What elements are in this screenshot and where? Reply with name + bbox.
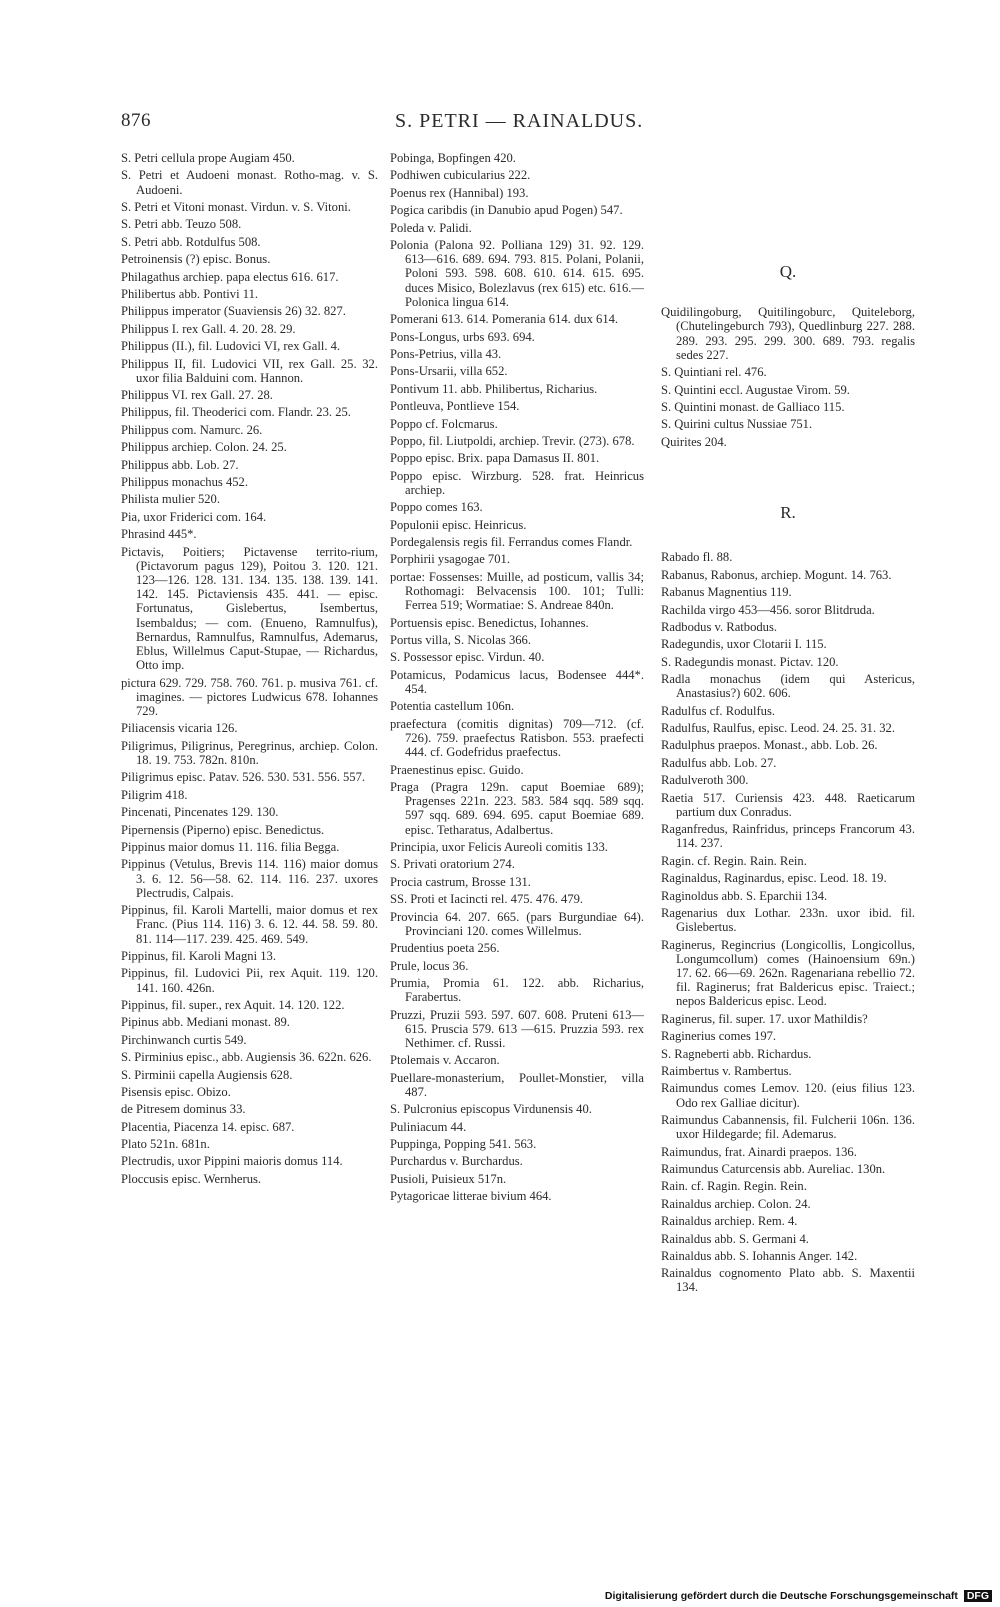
index-entry: praefectura (comitis dignitas) 709—712. (cf. 726). 759. praefectus Ratisbon. 553. praefecti 444. cf. Godefridus praefectus. (390, 716, 644, 760)
index-entry: Philippus (II.), fil. Ludovici VI, rex Gall. 4. (121, 339, 341, 354)
index-entry: Pons-Petrius, villa 43. (390, 346, 502, 361)
index-entry: Pons-Ursarii, villa 652. (390, 364, 508, 379)
index-entry: S. Quintini monast. de Galliaco 115. (661, 399, 845, 414)
index-entry: Poppo, fil. Liutpoldi, archiep. Trevir. (273). 678. (390, 433, 635, 448)
index-entry: Raimundus, frat. Ainardi praepos. 136. (661, 1144, 857, 1159)
index-entry: Portuensis episc. Benedictus, Iohannes. (390, 615, 589, 630)
index-entry: Piligrim 418. (121, 787, 188, 802)
footer-text: Digitalisierung gefördert durch die Deutsche Forschungsgemeinschaft (604, 1590, 958, 1602)
index-entry: SS. Proti et Iacincti rel. 475. 476. 479. (390, 892, 584, 907)
footer-funding-note (605, 1590, 992, 1602)
index-entry: Poleda v. Palidi. (390, 220, 472, 235)
index-entry: Ploccusis episc. Wernherus. (121, 1171, 262, 1186)
index-entry: Radegundis, uxor Clotarii I. 115. (661, 637, 827, 652)
index-entry: Radulfus cf. Rodulfus. (661, 703, 776, 718)
index-entry: Raimundus Cabannensis, fil. Fulcherii 106n. 136. uxor Hildegarde; fil. Ademarus. (661, 1112, 915, 1142)
index-entry: S. Petri cellula prope Augiam 450. (121, 151, 295, 165)
index-entry: Prudentius poeta 256. (390, 941, 500, 956)
index-entry: Pontleuva, Pontlieve 154. (390, 399, 520, 414)
index-entry: Raganfredus, Rainfridus, princeps Francorum 43. 114. 237. (661, 822, 915, 851)
index-entry: Rabanus Magnentius 119. (661, 585, 792, 600)
index-entry: Pippinus, fil. Karoli Martelli, maior domus et rex Franc. (Pius 114. 116) 3. 6. 12. 44. 58. 59. 80. 81. 114—117. 239. 425. 469. 549. (121, 903, 378, 946)
index-entry: Radbodus v. Ratbodus. (661, 619, 778, 634)
index-entry: Rain. cf. Ragin. Regin. Rein. (661, 1179, 807, 1194)
index-entry: Pippinus, fil. super., rex Aquit. 14. 120. 122. (121, 997, 345, 1012)
index-entry: Pipernensis (Piperno) episc. Benedictus. (121, 822, 325, 837)
index-entry: Philippus II, fil. Ludovici VII, rex Gall. 25. 32. uxor filia Balduini com. Hannon. (121, 356, 378, 385)
index-entry: Rainaldus abb. S. Iohannis Anger. 142. (661, 1248, 858, 1263)
index-entry: Ragin. cf. Regin. Rain. Rein. (661, 853, 807, 868)
index-entry: Principia, uxor Felicis Aureoli comitis 133. (390, 839, 608, 854)
index-entry: Raginerus, fil. super. 17. uxor Mathildis? (661, 1011, 868, 1026)
index-entry: Pippinus, fil. Karoli Magni 13. (121, 948, 276, 963)
index-entry: Porphirii ysagogae 701. (390, 552, 510, 567)
index-entry: Poppo cf. Folcmarus. (390, 416, 498, 431)
index-entry: S. Pirminius episc., abb. Augiensis 36. 622n. 626. (121, 1050, 372, 1065)
index-entry: Raginaldus, Raginardus, episc. Leod. 18. 19. (661, 871, 887, 886)
index-entry: Puppinga, Popping 541. 563. (390, 1137, 537, 1152)
index-entry: Pisensis episc. Obizo. (121, 1084, 231, 1099)
index-column-left (121, 151, 378, 1189)
index-entry: S. Privati oratorium 274. (390, 857, 515, 872)
index-entry: Pipinus abb. Mediani monast. 89. (121, 1015, 290, 1030)
index-entry: Ragenarius dux Lothar. 233n. uxor ibid. fil. Gislebertus. (661, 906, 915, 935)
q-entries (661, 305, 915, 449)
index-entry: S. Pirminii capella Augiensis 628. (121, 1067, 293, 1082)
index-entry: Prumia, Promia 61. 122. abb. Richarius, Farabertus. (390, 975, 644, 1005)
index-entry: Poenus rex (Hannibal) 193. (390, 185, 529, 200)
index-entry: Radulfus, Raulfus, episc. Leod. 24. 25. 31. 32. (661, 721, 896, 736)
index-entry: Philippus I. rex Gall. 4. 20. 28. 29. (121, 321, 296, 336)
index-entry: Poppo episc. Brix. papa Damasus II. 801. (390, 451, 600, 466)
index-entry: Radla monachus (idem qui Astericus, Anastasius?) 602. 606. (661, 672, 915, 701)
index-entry: Plectrudis, uxor Pippini maioris domus 114. (121, 1154, 343, 1169)
index-entry: Pytagoricae litterae bivium 464. (390, 1189, 552, 1204)
index-entry: portae: Fossenses: Muille, ad posticum, vallis 34; Rothomagi: Belvacensis 100. 101; Tulli: Ferrea 519; Wormatiae: S. Andreae 840n. (390, 569, 644, 613)
index-entry: Philippus archiep. Colon. 24. 25. (121, 440, 287, 455)
index-entry: Ptolemais v. Accaron. (390, 1053, 500, 1068)
index-entry: Pogica caribdis (in Danubio apud Pogen) 547. (390, 203, 623, 218)
section-heading-q: Q. (779, 262, 797, 281)
index-entry: Raginerus, Regincrius (Longicollis, Longicollus, Longumcollum) comes (Hainoensium 69n.) 17. 62. 66—69. 262n. Ragenariana rebellio 72. fil. Raginerus; frat Baldericus episc. Traiect.; nepos Baldericus episc. Leod. (661, 937, 915, 1009)
index-entry: Rainaldus abb. S. Germani 4. (661, 1231, 809, 1246)
index-entry: S. Quintini eccl. Augustae Virom. 59. (661, 382, 850, 397)
index-entry: S. Radegundis monast. Pictav. 120. (661, 654, 839, 669)
index-entry: Philippus VI. rex Gall. 27. 28. (121, 388, 273, 403)
index-entry: Poppo comes 163. (390, 500, 483, 515)
index-entry: Philagathus archiep. papa electus 616. 617. (121, 269, 339, 284)
index-entry: Pontivum 11. abb. Philibertus, Richarius. (390, 381, 598, 396)
index-entry: Pusioli, Puisieux 517n. (390, 1171, 507, 1186)
index-entry: Pobinga, Bopfingen 420. (390, 151, 516, 165)
index-entry: S. Ragneberti abb. Richardus. (661, 1046, 812, 1061)
index-entry: Potentia castellum 106n. (390, 699, 515, 714)
index-entry: Philippus imperator (Suaviensis 26) 32. 827. (121, 304, 346, 319)
index-entry: Rabanus, Rabonus, archiep. Mogunt. 14. 763. (661, 567, 892, 582)
index-entry: Radulphus praepos. Monast., abb. Lob. 26. (661, 738, 878, 753)
index-entry: Pippinus maior domus 11. 116. filia Begga. (121, 839, 340, 854)
index-entry: S. Petri et Vitoni monast. Virdun. v. S. Vitoni. (121, 199, 351, 214)
index-entry: Petroinensis (?) episc. Bonus. (121, 252, 271, 267)
r-entries (661, 550, 915, 1294)
page-number: 876 (121, 110, 151, 131)
index-entry: Pomerani 613. 614. Pomerania 614. dux 614. (390, 312, 619, 327)
index-column-right (661, 262, 915, 1298)
index-entry: Puliniacum 44. (390, 1119, 467, 1134)
index-entry: Praenestinus episc. Guido. (390, 762, 524, 777)
index-entry: pictura 629. 729. 758. 760. 761. p. musiva 761. cf. imagines. — pictores Ludwicus 678. Iohannes 729. (121, 675, 378, 719)
index-entry: Potamicus, Podamicus lacus, Bodensee 444*. 454. (390, 667, 644, 696)
index-entry: S. Pulcronius episcopus Virdunensis 40. (390, 1102, 592, 1117)
index-entry: Pirchinwanch curtis 549. (121, 1032, 247, 1047)
index-entry: Radulveroth 300. (661, 773, 749, 788)
index-entry: Raginerius comes 197. (661, 1029, 777, 1044)
index-entry: S. Quirini cultus Nussiae 751. (661, 417, 813, 432)
index-entry: Populonii episc. Heinricus. (390, 517, 527, 532)
index-entry: Pincenati, Pincenates 129. 130. (121, 805, 279, 820)
index-entry: Rainaldus archiep. Rem. 4. (661, 1214, 798, 1229)
index-entry: Podhiwen cubicularius 222. (390, 168, 531, 183)
section-heading-r: R. (780, 503, 796, 523)
index-entry: Piliacensis vicaria 126. (121, 721, 238, 736)
index-entry: Quirites 204. (661, 434, 727, 449)
index-entry: S. Quintiani rel. 476. (661, 365, 767, 380)
index-entry: Praga (Pragra 129n. caput Boemiae 689); Pragenses 221n. 223. 583. 584 sqq. 589 sqq. 597 sqq. 689. 694. 695. caput Boemiae 689. episc. Tetharatus, Adalbertus. (390, 779, 644, 837)
index-entry: Pordegalensis regis fil. Ferrandus comes Flandr. (390, 535, 633, 550)
index-entry: Portus villa, S. Nicolas 366. (390, 633, 531, 648)
index-entry: Raimundus comes Lemov. 120. (eius filius 123. Odo rex Galliae dicitur). (661, 1081, 915, 1110)
index-entry: Purchardus v. Burchardus. (390, 1154, 523, 1169)
index-entry: Philippus, fil. Theoderici com. Flandr. 23. 25. (121, 405, 351, 420)
index-entry: Philippus monachus 452. (121, 475, 248, 490)
index-entry: Pons-Longus, urbs 693. 694. (390, 329, 535, 344)
index-entry: Radulfus abb. Lob. 27. (661, 755, 777, 770)
index-entry: Rainaldus archiep. Colon. 24. (661, 1196, 811, 1211)
index-entry: Placentia, Piacenza 14. episc. 687. (121, 1119, 295, 1134)
index-entry: Quidilingoburg, Quitilingoburc, Quiteleborg, (Chutelingeburch 793), Quedlinburg 227. 288. 289. 293. 295. 299. 300. 689. 793. regalis sedes 227. (661, 305, 915, 362)
index-entry: Rachilda virgo 453—456. soror Blitdruda. (661, 602, 875, 617)
index-entry: Rainaldus cognomento Plato abb. S. Maxentii 134. (661, 1266, 915, 1295)
running-head: S. PETRI — RAINALDUS. (395, 110, 644, 132)
index-entry: Pia, uxor Friderici com. 164. (121, 509, 267, 524)
index-entry: S. Petri et Audoeni monast. Rotho-mag. v. S. Audoeni. (121, 168, 378, 197)
index-entry: Raginoldus abb. S. Eparchii 134. (661, 888, 828, 903)
index-entry: de Pitresem dominus 33. (121, 1102, 246, 1117)
index-entry: Piligrimus episc. Patav. 526. 530. 531. 556. 557. (121, 770, 366, 785)
index-entry: Prule, locus 36. (390, 958, 469, 973)
dfg-logo: DFG (964, 1590, 992, 1602)
index-entry: Provincia 64. 207. 665. (pars Burgundiae 64). Provinciani 120. comes Willelmus. (390, 909, 644, 938)
index-entry: Rabado fl. 88. (661, 550, 733, 565)
index-entry: Philippus com. Namurc. 26. (121, 422, 263, 437)
index-entry: Pictavis, Poitiers; Pictavense territo-rium, (Pictavorum pagus 129), Poitou 3. 120. 121. 123—126. 128. 131. 134. 135. 138. 139. 141. 142. 145. Pictaviensis 435. 441. — episc. Fortunatus, Gislebertus, Isembertus, Isembaldus; — com. (Enueno, Ramnulfus), Bernardus, Ramnulfus, Ramnulfus, Ademarus, Eblus, Willelmus Caput-Stupae, — Richardus, Otto imp. (121, 544, 378, 673)
index-entry: Poppo episc. Wirzburg. 528. frat. Heinricus archiep. (390, 468, 644, 497)
index-entry: Philista mulier 520. (121, 492, 220, 507)
index-entry: Pippinus (Vetulus, Brevis 114. 116) maior domus 3. 6. 12. 56—58. 62. 114. 116. 237. uxores Plectrudis, Calpais. (121, 857, 378, 900)
index-entry: Piligrimus, Piligrinus, Peregrinus, archiep. Colon. 18. 19. 753. 782n. 810n. (121, 738, 378, 768)
index-entry: Raetia 517. Curiensis 423. 448. Raeticarum partium dux Conradus. (661, 790, 915, 819)
index-entry: Procia castrum, Brosse 131. (390, 874, 531, 889)
index-entry: Plato 521n. 681n. (121, 1137, 210, 1152)
index-column-middle (390, 151, 644, 1207)
index-entry: Phrasind 445*. (121, 527, 197, 542)
index-entry: Philibertus abb. Pontivi 11. (121, 286, 259, 301)
index-entry: Raimbertus v. Rambertus. (661, 1063, 792, 1078)
index-entry: Pruzzi, Pruzii 593. 597. 607. 608. Pruteni 613—615. Pruscia 579. 613 —615. Pruzzia 593. rex Nethimer. cf. Russi. (390, 1007, 644, 1050)
index-entry: Puellare-monasterium, Poullet-Monstier, villa 487. (390, 1070, 644, 1099)
index-entry: Polonia (Palona 92. Polliana 129) 31. 92. 129. 613—616. 689. 694. 793. 815. Polani, Polanii, Poloni 593. 598. 608. 610. 614. 615. 695. duces Misico, Bolezlavus (rex 615) etc. 616.— Polonica lingua 614. (390, 237, 644, 309)
index-entry: Philippus abb. Lob. 27. (121, 457, 239, 472)
index-entry: S. Petri abb. Rotdulfus 508. (121, 234, 261, 249)
index-entry: S. Petri abb. Teuzo 508. (121, 217, 242, 232)
index-entry: S. Possessor episc. Virdun. 40. (390, 650, 545, 665)
index-entry: Raimundus Caturcensis abb. Aureliac. 130n. (661, 1161, 886, 1176)
index-entry: Pippinus, fil. Ludovici Pii, rex Aquit. 119. 120. 141. 160. 426n. (121, 966, 378, 995)
